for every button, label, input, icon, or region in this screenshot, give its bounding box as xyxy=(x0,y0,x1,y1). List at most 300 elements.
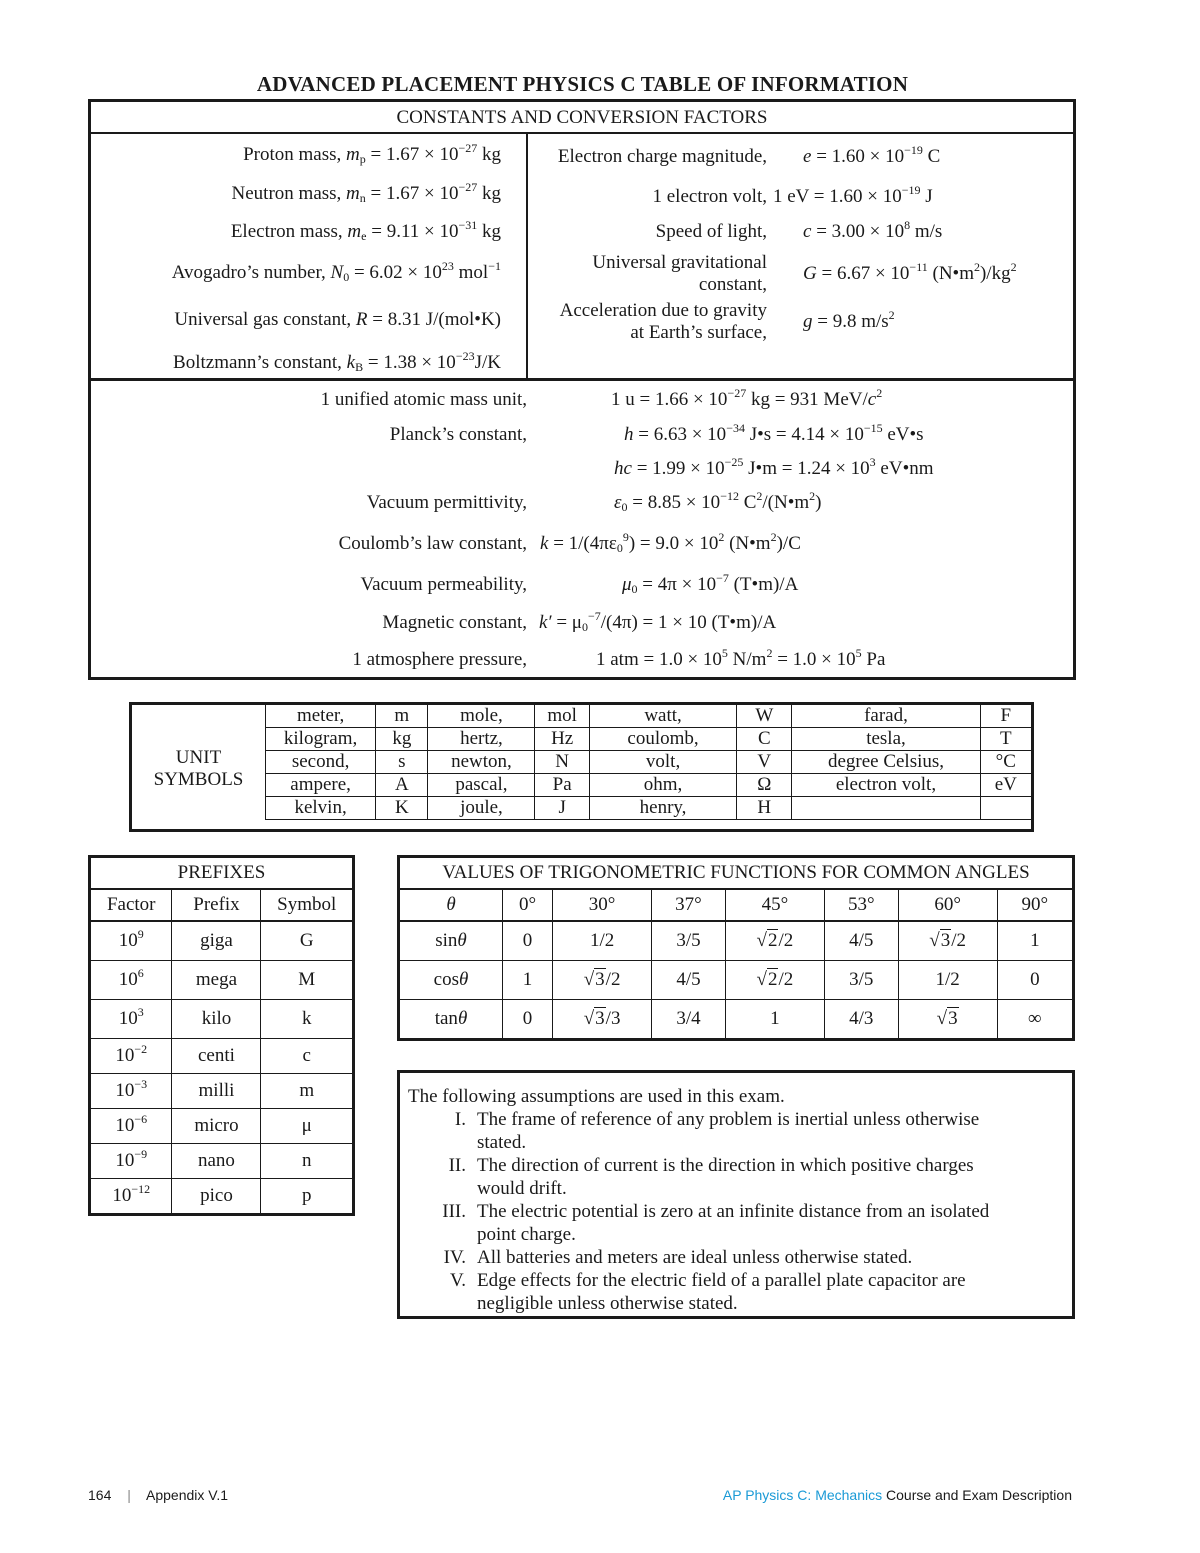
prefix-row xyxy=(90,1074,354,1109)
unit-symbols-label: UNIT SYMBOLS xyxy=(153,747,244,790)
unit-name: watt, xyxy=(589,705,736,728)
text: 1 eV = 1.60 × 10 xyxy=(773,186,902,207)
superscript: −27 xyxy=(458,180,478,194)
constant-value xyxy=(539,609,777,634)
constant-row xyxy=(91,309,501,331)
text: Proton mass, xyxy=(243,144,347,165)
text: tan xyxy=(434,1008,458,1029)
prefix-column-header: Prefix xyxy=(172,889,261,921)
superscript: −15 xyxy=(863,421,883,435)
unit-name: second, xyxy=(266,751,376,774)
prefix-header-row xyxy=(90,857,354,890)
assumption-line: negligible unless otherwise stated. xyxy=(477,1293,738,1314)
unit-name: farad, xyxy=(792,705,980,728)
prefix-name: mega xyxy=(172,961,261,1000)
unit-name: henry, xyxy=(589,797,736,820)
angle-value: 30° xyxy=(553,889,652,921)
symbol: h xyxy=(624,424,634,445)
unit-name: hertz, xyxy=(428,728,535,751)
angle-value: 0° xyxy=(503,889,553,921)
text: = 6.67 × 10 xyxy=(816,263,910,284)
text: ) = 9.0 × 10 xyxy=(628,533,719,554)
superscript: 2 xyxy=(888,308,895,322)
text: = 1.0 × 10 xyxy=(772,649,856,670)
text: = 6.02 × 10 xyxy=(349,262,442,283)
constant-label xyxy=(531,146,767,168)
prefix-factor xyxy=(90,921,172,961)
superscript: −1 xyxy=(488,259,501,273)
trig-row xyxy=(399,921,1074,961)
trig-header-row xyxy=(399,857,1074,890)
text: 10 xyxy=(115,1115,135,1136)
prefix-factor xyxy=(90,1000,172,1039)
assumption-text xyxy=(477,1246,912,1269)
constant-label: Vacuum permittivity, xyxy=(366,492,527,513)
unit-name: ohm, xyxy=(589,774,736,797)
unit-name: newton, xyxy=(428,751,535,774)
text: 10 xyxy=(118,969,138,990)
superscript: 8 xyxy=(904,218,911,232)
angle-value: 37° xyxy=(652,889,726,921)
assumption-line: The frame of reference of any problem is inertial unless otherwise xyxy=(477,1109,980,1130)
prefix-column-header: Symbol xyxy=(261,889,354,921)
trig-value xyxy=(553,1000,652,1040)
trig-value: 3/4 xyxy=(652,1000,726,1040)
symbol: ε xyxy=(614,492,622,513)
text: Neutron mass, xyxy=(231,183,347,204)
trig-value: 1/2 xyxy=(553,921,652,961)
subscript: 0 xyxy=(621,500,628,514)
constant-value xyxy=(622,571,799,596)
text: = 4π × 10 xyxy=(637,574,717,595)
text: /(N•m xyxy=(762,492,810,513)
assumption-line: All batteries and meters are ideal unless otherwise stated. xyxy=(477,1247,913,1268)
unit-name xyxy=(792,797,980,820)
prefix-symbol: k xyxy=(261,1000,354,1039)
superscript: −19 xyxy=(901,183,921,197)
text: (T•m)/A xyxy=(728,574,799,595)
superscript: 23 xyxy=(441,259,454,273)
constant-value xyxy=(803,260,1017,285)
superscript: −12 xyxy=(131,1182,151,1196)
trig-value: 4/3 xyxy=(824,1000,898,1040)
assumption-line: The direction of current is the direction in which positive charges xyxy=(477,1155,974,1176)
prefix-name: centi xyxy=(172,1039,261,1074)
text: eV•nm xyxy=(875,458,934,479)
subscript: n xyxy=(359,191,366,205)
superscript: −27 xyxy=(727,386,747,400)
assumption-number: IV. xyxy=(443,1247,466,1268)
constant-label: 1 atmosphere pressure, xyxy=(352,649,527,670)
sqrt-rest: /2 xyxy=(951,930,966,951)
text: = 8.31 J/(mol•K) xyxy=(367,309,501,330)
text: (N•m xyxy=(927,263,974,284)
unit-name: pascal, xyxy=(428,774,535,797)
text: /(4π) = 1 × 10 xyxy=(600,612,707,633)
text: )/C xyxy=(776,533,801,554)
text: mol xyxy=(453,262,489,283)
sqrt-rest: /2 xyxy=(778,969,794,990)
symbol: k xyxy=(346,352,356,373)
text: Boltzmann’s constant, xyxy=(173,352,347,373)
prefix-row xyxy=(90,1000,354,1039)
section-label: Appendix V.1 xyxy=(146,1487,229,1503)
superscript: 2 xyxy=(973,260,980,274)
constant-value xyxy=(803,143,941,168)
text: Avogadro’s number, xyxy=(171,262,331,283)
prefix-factor xyxy=(90,1144,172,1179)
superscript: −9 xyxy=(134,1147,148,1161)
trig-value: 4/5 xyxy=(824,921,898,961)
constant-value xyxy=(611,386,883,411)
trig-value: 0 xyxy=(503,921,553,961)
unit-name: electron volt, xyxy=(792,774,980,797)
trig-angles-row xyxy=(399,889,1074,921)
assumption-line: The electric potential is zero at an infinite distance from an isolated xyxy=(477,1201,990,1222)
prefix-name: kilo xyxy=(172,1000,261,1039)
constant-value xyxy=(540,530,801,555)
unit-symbol: m xyxy=(376,705,428,728)
angle-symbol: θ xyxy=(399,889,503,921)
constant-label: Coulomb’s law constant, xyxy=(338,533,527,554)
symbol: g xyxy=(803,311,813,332)
trig-table xyxy=(397,855,1075,1041)
symbol: k xyxy=(540,533,549,554)
constant-row xyxy=(91,141,501,166)
subscript: p xyxy=(359,152,366,166)
constant-row xyxy=(91,218,501,243)
label-line: at Earth’s surface, xyxy=(630,322,767,343)
trig-value: ∞ xyxy=(997,1000,1073,1040)
unit-symbol: V xyxy=(737,751,792,774)
constant-value xyxy=(803,218,943,243)
trig-value: 1 xyxy=(503,961,553,1000)
sqrt-sign: √ xyxy=(583,1008,595,1029)
prefix-factor xyxy=(90,961,172,1000)
subscript: 0 xyxy=(582,620,588,634)
label-line: Acceleration due to gravity xyxy=(559,300,767,321)
text: Electron mass, xyxy=(230,221,348,242)
unit-symbol: C xyxy=(737,728,792,751)
subscript: e xyxy=(361,229,367,243)
trig-function xyxy=(399,961,503,1000)
prefix-name: pico xyxy=(172,1179,261,1215)
assumption-text xyxy=(477,1154,974,1200)
text: Pa xyxy=(861,649,886,670)
text: 10 xyxy=(115,1045,135,1066)
text: 10 xyxy=(118,1008,138,1029)
unit-symbol: kg xyxy=(376,728,428,751)
sqrt-radicand: 2 xyxy=(767,969,778,990)
unit-name: ampere, xyxy=(266,774,376,797)
constant-label xyxy=(531,186,767,208)
sqrt-rest: /2 xyxy=(605,969,621,990)
constant-label xyxy=(531,252,767,296)
assumption-item xyxy=(408,1200,1072,1246)
label-line: Universal gravitational xyxy=(592,252,767,273)
prefix-columns-row xyxy=(90,889,354,921)
assumption-number: II. xyxy=(448,1155,466,1176)
text: cos xyxy=(433,969,459,990)
text: J•s = 4.14 × 10 xyxy=(744,424,864,445)
constants-header: CONSTANTS AND CONVERSION FACTORS xyxy=(396,107,768,128)
constant-label: Planck’s constant, xyxy=(389,424,527,445)
header-divider xyxy=(91,132,1073,134)
subscript: B xyxy=(355,360,364,374)
unit-row xyxy=(266,751,1032,774)
sqrt-sign: √ xyxy=(936,1008,948,1029)
text: = 6.63 × 10 xyxy=(633,424,727,445)
text: 10 xyxy=(115,1080,135,1101)
superscript: −11 xyxy=(909,260,928,274)
text: kg = 931 MeV/ xyxy=(746,389,868,410)
prefix-symbol: G xyxy=(261,921,354,961)
unit-symbol: °C xyxy=(980,751,1031,774)
assumption-line: stated. xyxy=(477,1132,527,1153)
superscript: −3 xyxy=(134,1077,148,1091)
angle-value: 45° xyxy=(725,889,824,921)
section-divider xyxy=(91,378,1073,381)
superscript: −7 xyxy=(716,571,729,585)
prefix-column-header: Factor xyxy=(90,889,172,921)
trig-value xyxy=(725,961,824,1000)
unit-name: joule, xyxy=(428,797,535,820)
label-line: Electron charge magnitude, xyxy=(557,146,767,167)
unit-name: degree Celsius, xyxy=(792,751,980,774)
unit-row xyxy=(266,728,1032,751)
trig-function xyxy=(399,921,503,961)
unit-symbol: K xyxy=(376,797,428,820)
assumption-text xyxy=(477,1200,989,1246)
text: = 9.11 × 10 xyxy=(366,221,459,242)
prefixes-table xyxy=(88,855,355,1216)
trig-row xyxy=(399,961,1074,1000)
prefix-row xyxy=(90,1144,354,1179)
constant-value xyxy=(596,646,886,671)
column-divider xyxy=(526,132,528,378)
label-line: Speed of light, xyxy=(655,221,767,242)
symbol: k′ xyxy=(539,612,552,633)
text: (T•m)/A xyxy=(706,612,777,633)
trig-function xyxy=(399,1000,503,1040)
page-number: 164 xyxy=(88,1487,112,1503)
superscript: −31 xyxy=(458,218,478,232)
trig-value: 3/5 xyxy=(652,921,726,961)
superscript: 2 xyxy=(756,489,763,503)
text: 10 xyxy=(115,1150,135,1171)
text: kg xyxy=(477,183,501,204)
unit-symbol: Pa xyxy=(535,774,589,797)
trig-header: VALUES OF TRIGONOMETRIC FUNCTIONS FOR COMMON ANGLES xyxy=(399,857,1074,890)
text: = 1.67 × 10 xyxy=(365,144,459,165)
superscript: −2 xyxy=(134,1042,148,1056)
prefix-header: PREFIXES xyxy=(90,857,354,890)
superscript: −27 xyxy=(458,141,478,155)
constant-label: Vacuum permeability, xyxy=(360,574,527,595)
symbol: e xyxy=(803,146,812,167)
text: 10 xyxy=(112,1185,132,1206)
prefix-symbol: p xyxy=(261,1179,354,1215)
unit-symbol: mol xyxy=(535,705,589,728)
symbol: G xyxy=(803,263,817,284)
unit-symbol: Ω xyxy=(737,774,792,797)
constant-row xyxy=(91,349,501,374)
text: 1 u = 1.66 × 10 xyxy=(611,389,728,410)
superscript: 2 xyxy=(770,530,777,544)
prefix-factor xyxy=(90,1109,172,1144)
text: N/m xyxy=(727,649,767,670)
symbol: R xyxy=(355,309,368,330)
prefix-name: nano xyxy=(172,1144,261,1179)
symbol: N xyxy=(330,262,344,283)
constant-value xyxy=(803,308,895,333)
superscript: −23 xyxy=(455,349,475,363)
prefix-row xyxy=(90,961,354,1000)
text: = 8.85 × 10 xyxy=(627,492,721,513)
text: Universal gas constant, xyxy=(174,309,356,330)
trig-value xyxy=(725,921,824,961)
sqrt-radicand: 2 xyxy=(767,930,778,951)
trig-value xyxy=(553,961,652,1000)
symbol: θ xyxy=(458,969,469,990)
constant-label xyxy=(531,221,767,243)
unit-name: coulomb, xyxy=(589,728,736,751)
prefix-symbol: M xyxy=(261,961,354,1000)
sqrt-sign: √ xyxy=(756,930,767,951)
superscript: 2 xyxy=(1010,260,1017,274)
assumption-line: point charge. xyxy=(477,1224,576,1245)
page-title: ADVANCED PLACEMENT PHYSICS C TABLE OF INFORMATION xyxy=(256,72,909,96)
superscript: 6 xyxy=(137,966,144,980)
symbol: θ xyxy=(457,930,467,951)
prefix-factor xyxy=(90,1179,172,1215)
unit-symbol: H xyxy=(737,797,792,820)
assumptions-intro: The following assumptions are used in this exam. xyxy=(408,1086,785,1107)
trig-value: 1/2 xyxy=(898,961,997,1000)
symbol: m xyxy=(346,144,360,165)
constant-label xyxy=(531,300,767,344)
footer-left xyxy=(88,1487,228,1503)
trig-value xyxy=(898,921,997,961)
assumption-number: I. xyxy=(454,1109,466,1130)
text: eV•s xyxy=(882,424,924,445)
sqrt-radicand: 3 xyxy=(595,1008,605,1029)
trig-value: 3/5 xyxy=(824,961,898,1000)
unit-name: tesla, xyxy=(792,728,980,751)
footer-right xyxy=(723,1487,1072,1503)
text: sin xyxy=(435,930,458,951)
unit-row xyxy=(266,774,1032,797)
assumptions-list xyxy=(408,1108,1072,1315)
symbol: m xyxy=(346,183,360,204)
prefix-symbol: m xyxy=(261,1074,354,1109)
superscript: 3 xyxy=(869,455,876,469)
text: = 1/(4πε xyxy=(548,533,617,554)
constant-label: 1 unified atomic mass unit, xyxy=(320,389,527,410)
constant-row xyxy=(91,259,501,284)
subscript: 0 xyxy=(631,582,638,596)
unit-row xyxy=(266,705,1032,728)
angle-value: 90° xyxy=(997,889,1073,921)
superscript: 2 xyxy=(809,489,816,503)
symbol: m xyxy=(347,221,362,242)
text: = 1.60 × 10 xyxy=(811,146,905,167)
sqrt-rest: /3 xyxy=(605,1008,621,1029)
unit-symbol: W xyxy=(737,705,792,728)
unit-name: volt, xyxy=(589,751,736,774)
unit-symbol: T xyxy=(980,728,1031,751)
sqrt-rest: /2 xyxy=(778,930,794,951)
unit-name: kilogram, xyxy=(266,728,376,751)
assumption-item xyxy=(408,1108,1072,1154)
constant-row xyxy=(91,180,501,205)
constant-value xyxy=(614,489,822,514)
symbol: θ xyxy=(457,1008,468,1029)
prefix-factor xyxy=(90,1039,172,1074)
prefix-row xyxy=(90,1039,354,1074)
text: m/s xyxy=(910,221,943,242)
text: ) xyxy=(815,492,822,513)
text: 1 atm = 1.0 × 10 xyxy=(596,649,722,670)
assumption-number: V. xyxy=(449,1270,466,1291)
prefix-name: micro xyxy=(172,1109,261,1144)
constant-value xyxy=(624,421,924,446)
text: = 1.67 × 10 xyxy=(365,183,459,204)
unit-symbol: F xyxy=(980,705,1031,728)
superscript: 2 xyxy=(766,646,773,660)
course-name: AP Physics C: Mechanics xyxy=(722,1487,883,1503)
unit-row xyxy=(266,797,1032,820)
prefix-symbol: c xyxy=(261,1039,354,1074)
text: J•m = 1.24 × 10 xyxy=(743,458,870,479)
sqrt-radicand: 3 xyxy=(940,930,951,951)
assumption-line: Edge effects for the electric field of a parallel plate capacitor are xyxy=(477,1270,966,1291)
symbol: c xyxy=(867,389,877,410)
assumption-text xyxy=(477,1108,979,1154)
text: kg xyxy=(477,144,501,165)
prefix-symbol: n xyxy=(261,1144,354,1179)
superscript: 9 xyxy=(137,927,144,941)
constants-box xyxy=(88,99,1076,680)
footer-separator: | xyxy=(127,1487,131,1503)
text: kg xyxy=(477,221,501,242)
text: = 9.8 m/s xyxy=(812,311,889,332)
unit-symbol: s xyxy=(376,751,428,774)
superscript: −7 xyxy=(588,609,601,623)
trig-value: 4/5 xyxy=(652,961,726,1000)
superscript: 5 xyxy=(855,646,862,660)
symbol: μ xyxy=(622,574,632,595)
unit-symbol: Hz xyxy=(535,728,589,751)
superscript: 2 xyxy=(876,386,883,400)
sqrt-sign: √ xyxy=(583,969,595,990)
trig-value xyxy=(898,1000,997,1040)
superscript: 5 xyxy=(721,646,728,660)
sqrt-sign: √ xyxy=(756,969,767,990)
unit-symbol: A xyxy=(376,774,428,797)
text: (N•m xyxy=(724,533,771,554)
subscript: 0 xyxy=(616,541,623,555)
symbol: hc xyxy=(614,458,632,479)
unit-symbols-table xyxy=(265,704,1032,820)
prefix-name: milli xyxy=(172,1074,261,1109)
assumption-item xyxy=(408,1269,1072,1315)
unit-name: kelvin, xyxy=(266,797,376,820)
text: J/K xyxy=(474,352,501,373)
symbol: c xyxy=(803,221,812,242)
assumption-item xyxy=(408,1154,1072,1200)
text: = 1.38 × 10 xyxy=(363,352,456,373)
